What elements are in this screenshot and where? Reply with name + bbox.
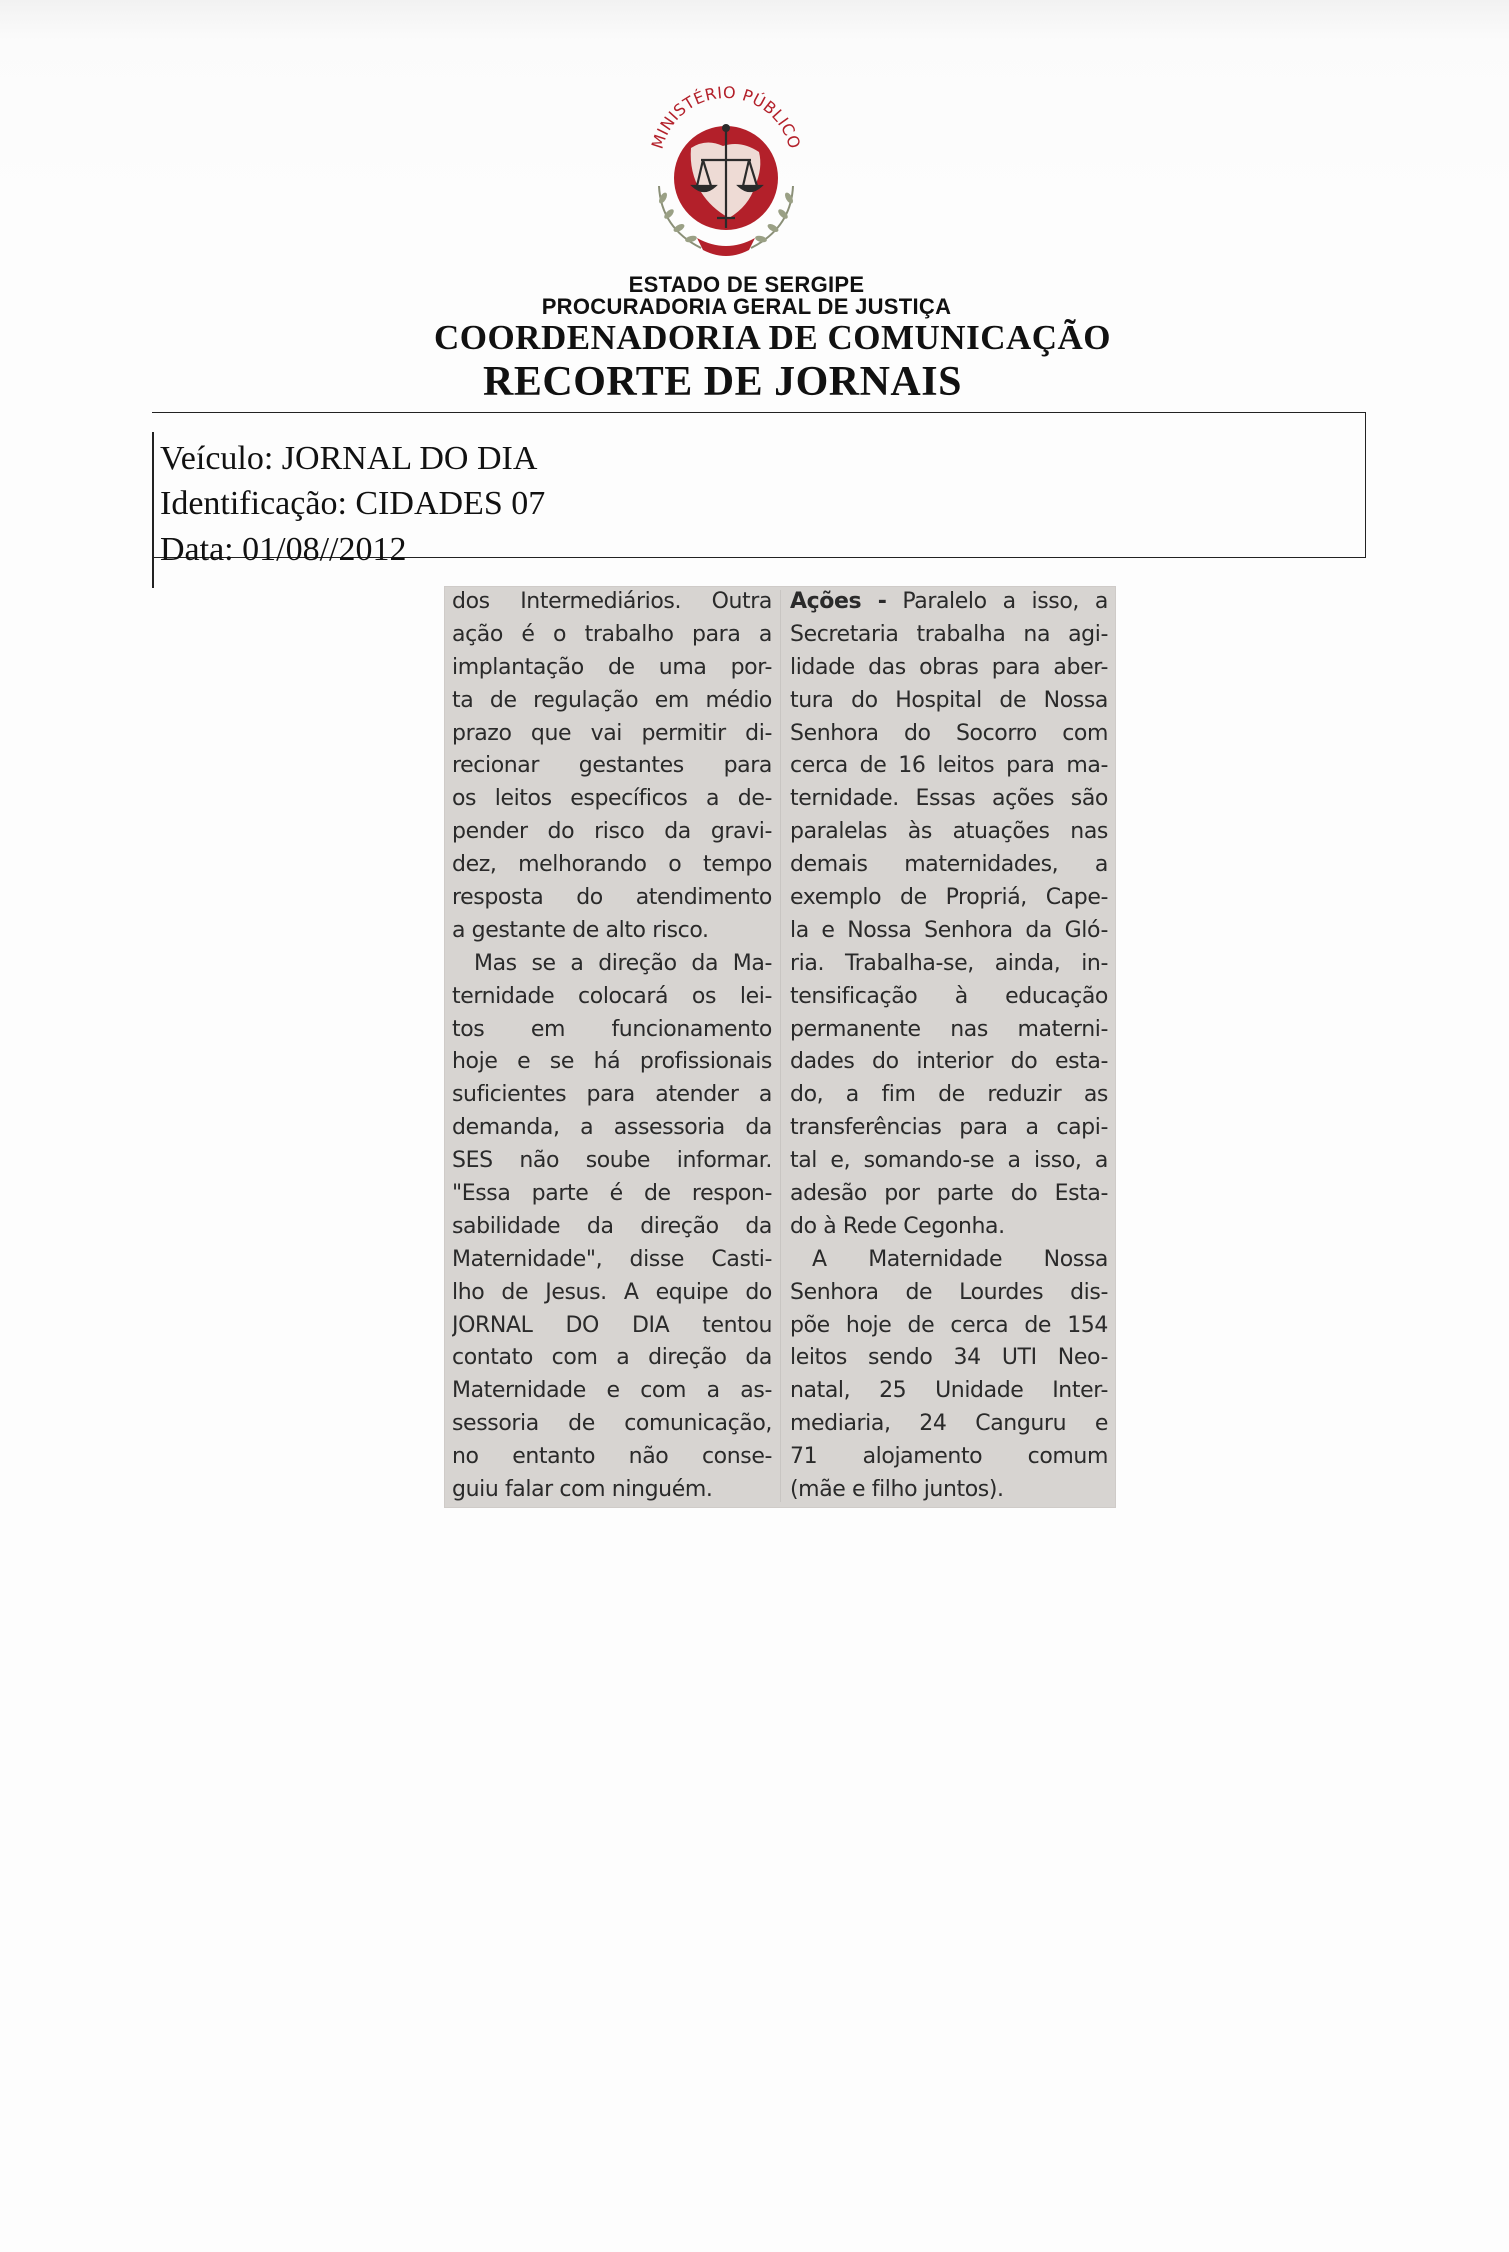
newspaper-clipping [444,586,1116,1508]
clipping-line: ternidade colocará os lei- [452,983,772,1009]
clipping-line: Secretaria trabalha na agi- [790,621,1108,647]
clipping-line: põe hoje de cerca de 154 [790,1312,1108,1338]
clipping-line: suficientes para atender a [452,1082,772,1108]
clipping-line: do, a fim de reduzir as [790,1082,1108,1108]
clipping-line: a gestante de alto risco. [452,917,709,943]
clipping-line: Maternidade e com a as- [452,1378,772,1404]
department-heading: COORDENADORIA DE COMUNICAÇÃO [433,318,1112,357]
clipping-line: adesão por parte do Esta- [790,1181,1108,1207]
clipping-line: contato com a direção da [452,1345,772,1371]
clipping-line: pender do risco da gravi- [452,819,772,845]
clipping-line [790,586,1108,619]
clipping-line: ação é o trabalho para a [452,621,772,647]
clipping-line: os leitos específicos a de- [452,786,772,812]
clipping-line: hoje e se há profissionais [452,1049,772,1075]
seal-ring-text: MINISTÉRIO PÚBLICO [647,82,805,152]
clipping-line: "Essa parte é de respon- [452,1181,772,1207]
clipping-line: tura do Hospital de Nossa [790,687,1108,713]
clipping-line: dos Intermediários. Outra [452,589,772,614]
clipping-line: recionar gestantes para [452,753,772,779]
state-heading: ESTADO DE SERGIPE [628,272,865,297]
clipping-line: implantação de uma por- [452,654,772,680]
clipping-line: 71 alojamento comum [790,1444,1108,1470]
clipping-line: demais maternidades, a [790,852,1108,878]
clipping-line: tal e, somando-se a isso, a [790,1148,1108,1174]
clipping-line-text: Paralelo a isso, a [902,589,1108,614]
clipping-line: leitos sendo 34 UTI Neo- [790,1345,1108,1371]
clipping-line: lidade das obras para aber- [790,654,1108,680]
clipping-line: tos em funcionamento [452,1016,772,1042]
clipping-line: dez, melhorando o tempo [452,852,772,878]
clipping-line: ternidade. Essas ações são [790,786,1108,812]
clipping-line: (mãe e filho juntos). [790,1477,1004,1503]
clipping-line: Senhora de Lourdes dis- [790,1279,1108,1305]
clipping-left-column [452,586,772,1508]
column-divider [780,590,781,1502]
clipping-line: demanda, a assessoria da [452,1115,772,1141]
clipping-line: ria. Trabalha-se, ainda, in- [790,950,1108,976]
metadata-veiculo: Veículo: JORNAL DO DIA [160,440,538,477]
clipping-line: resposta do atendimento [452,885,772,911]
clipping-line: mediaria, 24 Canguru e [790,1411,1108,1437]
metadata-data: Data: 01/08//2012 [160,531,407,568]
clipping-line: transferências para a capi- [790,1115,1108,1141]
clipping-line: JORNAL DO DIA tentou [452,1312,772,1338]
clipping-line: natal, 25 Unidade Inter- [790,1378,1108,1404]
metadata-identificacao: Identificação: CIDADES 07 [160,485,546,522]
clipping-line: cerca de 16 leitos para ma- [790,753,1108,779]
clipping-line: Mas se a direção da Ma- [474,950,772,976]
clipping-line: permanente nas materni- [790,1016,1108,1042]
clipping-line: tensificação à educação [790,983,1108,1009]
clipping-line: guiu falar com ninguém. [452,1477,713,1503]
clipping-line: lho de Jesus. A equipe do [452,1279,772,1305]
ministerio-publico-seal-icon [631,68,821,268]
clipping-line: SES não soube informar. [452,1148,772,1174]
clipping-line: paralelas às atuações nas [790,819,1108,845]
section-heading: Ações - [790,589,887,614]
clipping-line: sabilidade da direção da [452,1213,772,1239]
document-title: RECORTE DE JORNAIS [483,359,962,405]
metadata-box-left-rule [152,432,154,588]
clipping-line: dades do interior do esta- [790,1049,1108,1075]
clipping-line: prazo que vai permitir di- [452,720,772,746]
clipping-line: ta de regulação em médio [452,687,772,713]
clipping-line: no entanto não conse- [452,1444,772,1470]
agency-heading: PROCURADORIA GERAL DE JUSTIÇA [541,294,952,319]
clipping-line: do à Rede Cegonha. [790,1213,1005,1239]
clipping-line: exemplo de Propriá, Cape- [790,885,1108,911]
clipping-line: Senhora do Socorro com [790,720,1108,746]
clipping-line: la e Nossa Senhora da Gló- [790,917,1108,943]
clipping-right-column [790,586,1108,1508]
clipping-line: Maternidade", disse Casti- [452,1246,772,1272]
clipping-line: sessoria de comunicação, [452,1411,772,1437]
clipping-line: A Maternidade Nossa [812,1246,1108,1272]
